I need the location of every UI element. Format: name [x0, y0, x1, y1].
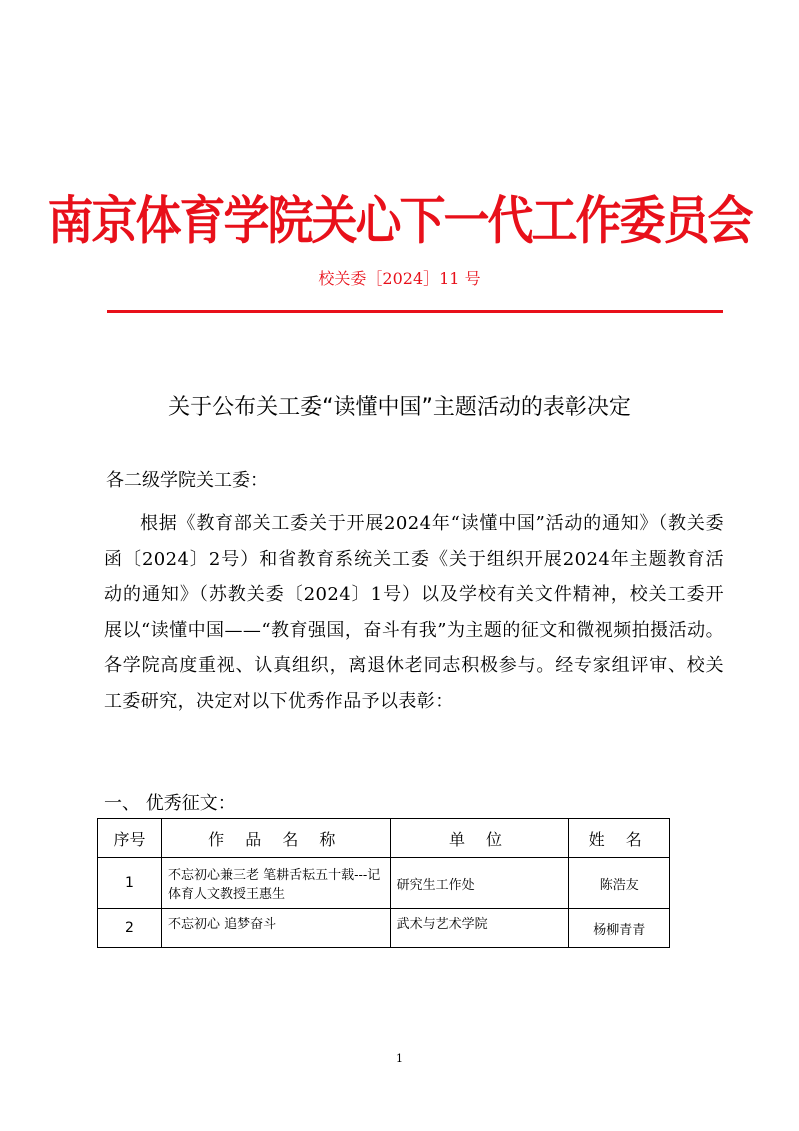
body-paragraph: 根据《教育部关工委关于开展2024年“读懂中国”活动的通知》（教关委函〔2024〕2号）和省教育系统关工委《关于组织开展2024年主题教育活动的通知》（苏教关委〔2024〕1号）以及学校有关文件精神，校关工委开展以“读懂中国——“教育强国，奋斗有我”为主题的征文和微视频拍摄活动。各学院高度重视、认真组织，离退休老同志积极参与。经专家组评审、校关工委研究，决定对以下优秀作品予以表彰：	[104, 513, 724, 712]
row-author: 杨柳青青	[569, 909, 670, 948]
org-masthead: 南京体育学院关心下一代工作委员会	[47, 190, 752, 251]
row-unit: 武术与艺术学院	[390, 909, 569, 948]
header-index: 序号	[98, 819, 162, 858]
header-author: 姓 名	[569, 819, 670, 858]
awards-table	[97, 818, 670, 948]
table-header-row	[98, 819, 670, 858]
document-number: 校关委［2024］11 号	[318, 269, 481, 288]
page-number: 1	[396, 1052, 403, 1065]
table-row	[98, 909, 670, 948]
salutation: 各二级学院关工委：	[106, 470, 268, 491]
header-unit: 单 位	[390, 819, 569, 858]
row-index: 2	[98, 909, 162, 948]
row-author: 陈浩友	[569, 858, 670, 909]
row-index: 1	[98, 858, 162, 909]
section-heading: 一、 优秀征文：	[104, 793, 236, 814]
red-divider	[107, 310, 723, 313]
header-title: 作 品 名 称	[162, 819, 391, 858]
table-row	[98, 858, 670, 909]
row-title: 不忘初心 追梦奋斗	[162, 909, 391, 948]
row-unit: 研究生工作处	[390, 858, 569, 909]
document-title: 关于公布关工委“读懂中国”主题活动的表彰决定	[168, 395, 631, 420]
row-title: 不忘初心兼三老 笔耕舌耘五十载---记体育人文教授王惠生	[162, 858, 391, 909]
